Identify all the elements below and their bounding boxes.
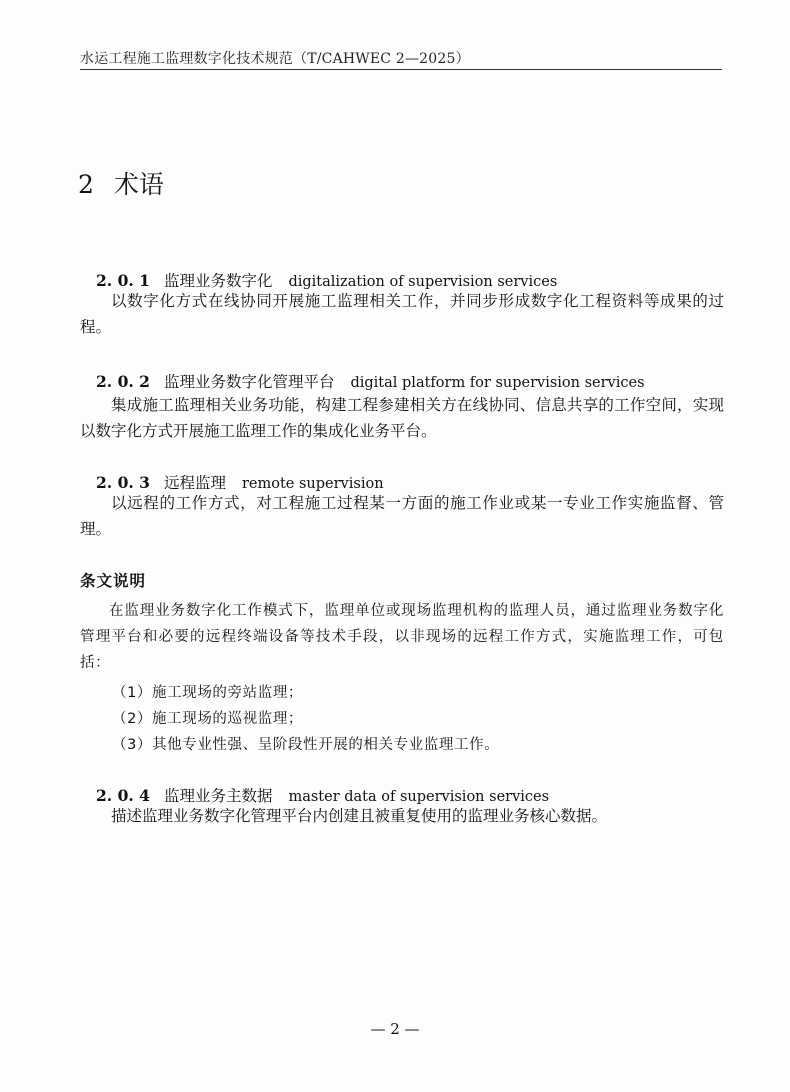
- term-definition: 集成施工监理相关业务功能，构建工程参建相关方在线协同、信息共享的工作空间，实现以数字化方式开展施工监理工作的集成化业务平台。: [80, 396, 724, 440]
- term-chinese: 监理业务数字化: [163, 272, 273, 290]
- running-header: 水运工程施工监理数字化技术规范（T/CAHWEC 2—2025）: [80, 51, 470, 67]
- term-heading: [96, 370, 645, 392]
- term-definition: 以远程的工作方式，对工程施工过程某一方面的施工作业或某一专业工作实施监督、管理。: [80, 494, 724, 538]
- chapter-number: 2: [78, 170, 94, 199]
- clause-explanation-title: 条文说明: [80, 571, 147, 590]
- term-english: master data of supervision services: [288, 789, 550, 805]
- chapter-title: 术语: [113, 170, 164, 199]
- term-number: 2. 0. 1: [96, 271, 150, 290]
- header-rule: [80, 69, 722, 70]
- term-chinese: 监理业务数字化管理平台: [163, 373, 335, 391]
- term-english: remote supervision: [241, 476, 384, 492]
- term-definition: 以数字化方式在线协同开展施工监理相关工作，并同步形成数字化工程资料等成果的过程。: [80, 292, 724, 336]
- term-english: digital platform for supervision services: [350, 375, 645, 391]
- clause-explanation-item: （1）施工现场的旁站监理；: [112, 685, 304, 701]
- term-number: 2. 0. 3: [96, 473, 150, 492]
- term-number: 2. 0. 4: [96, 786, 150, 805]
- clause-explanation-paragraph: 在监理业务数字化工作模式下，监理单位或现场监理机构的监理人员，通过监理业务数字化管理平台和必要的远程终端设备等技术手段，以非现场的远程工作方式，实施监理工作，可包括：: [80, 603, 724, 671]
- chapter-heading: [78, 165, 164, 201]
- term-english: digitalization of supervision services: [288, 274, 558, 290]
- term-chinese: 远程监理: [163, 474, 226, 492]
- clause-explanation-item: （3）其他专业性强、呈阶段性开展的相关专业监理工作。: [112, 737, 500, 753]
- term-definition: 描述监理业务数字化管理平台内创建且被重复使用的监理业务核心数据。: [111, 807, 608, 825]
- term-number: 2. 0. 2: [96, 372, 150, 391]
- term-chinese: 监理业务主数据: [163, 787, 273, 805]
- clause-explanation-item: （2）施工现场的巡视监理；: [112, 711, 304, 727]
- page-number: — 2 —: [370, 1020, 420, 1038]
